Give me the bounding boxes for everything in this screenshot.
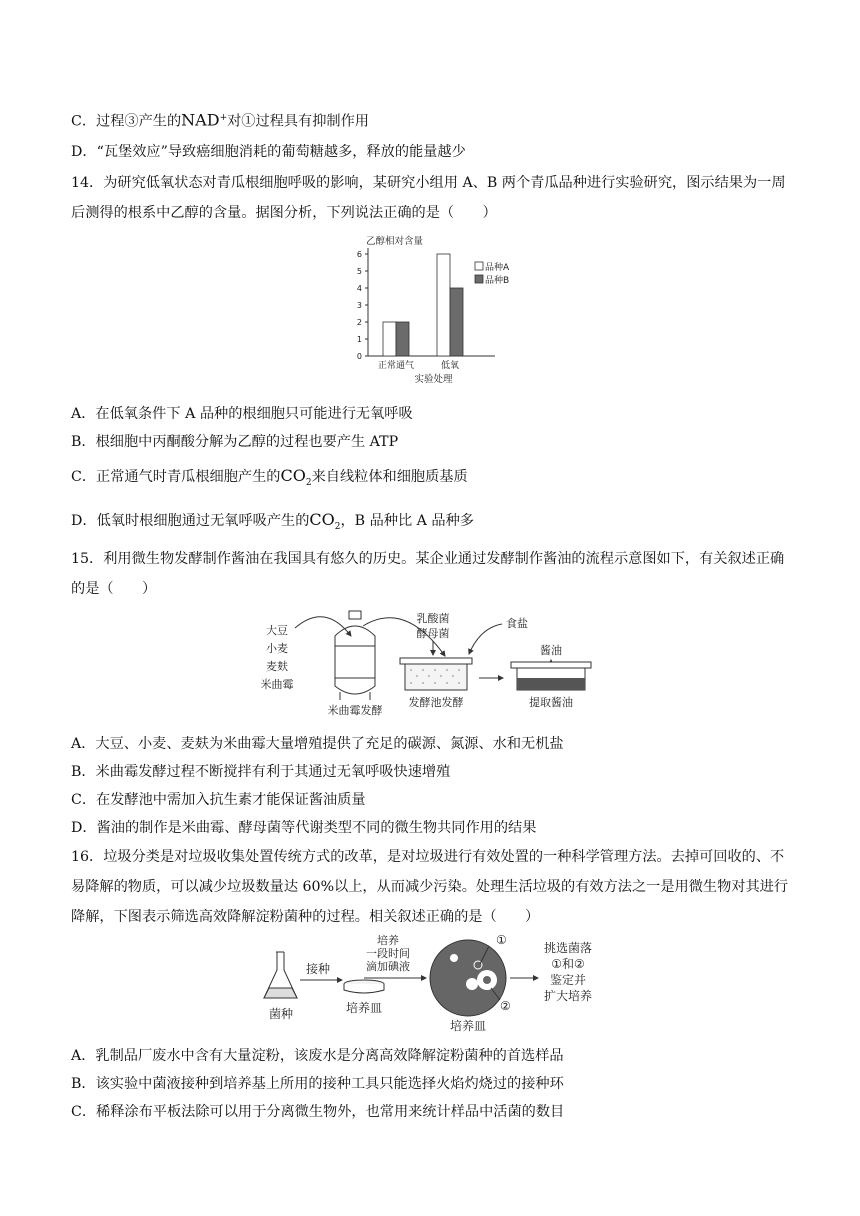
- x-tick-label: 低氧: [440, 361, 460, 371]
- q13-option-c: [71, 108, 369, 132]
- q14-option-c: [71, 466, 468, 493]
- q14-d-sub: 2: [334, 521, 341, 532]
- q13-c-text: C．过程③产生的: [71, 113, 182, 130]
- x-axis-label: 实验处理: [414, 374, 453, 385]
- y-tick-label: 2: [356, 318, 362, 327]
- legend-swatch-0: [475, 262, 483, 270]
- y-tick-label: 6: [356, 250, 362, 259]
- q16-result-line3: 鉴定并: [549, 973, 587, 987]
- y-tick-label: 1: [356, 335, 362, 344]
- q15-option-a: A．大豆、小麦、麦麸为米曲霉大量增殖提供了充足的碳源、氮源、水和无机盐: [71, 736, 564, 752]
- q16-option-a: A．乳制品厂废水中含有大量淀粉，该废水是分离高效降解淀粉菌种的首选样品: [71, 1048, 564, 1064]
- q14-bar-chart: [340, 234, 510, 394]
- flask-icon: [264, 952, 297, 998]
- q13-c-text2: 对①过程具有抑制作用: [227, 113, 369, 130]
- legend-label-0: 品种A: [485, 263, 510, 273]
- q15-lactobacillus: 乳酸菌: [416, 612, 450, 625]
- q15-stem: 15．利用微生物发酵制作酱油在我国具有悠久的历史。某企业通过发酵制作酱油的流程示意图如下，有关叙述正确的是（ ）: [71, 551, 785, 597]
- q13-c-nad: NAD: [181, 110, 220, 130]
- q16-culture-line1: 培养: [377, 934, 399, 947]
- q16-screening-diagram: [256, 930, 616, 1034]
- y-tick-label: 3: [356, 301, 362, 310]
- q15-input-bran: 麦麸: [266, 660, 288, 673]
- y-axis-label: 乙醇相对含量: [366, 236, 424, 247]
- q14-c-text2: 来自线粒体和细胞质基质: [311, 469, 468, 485]
- q14-d-text: D．低氧时根细胞通过无氧呼吸产生的: [71, 513, 310, 529]
- bar-b-1: [450, 288, 463, 356]
- q15-step1-label: 米曲霉发酵: [327, 704, 383, 717]
- q16-colony1-label: ①: [496, 933, 507, 947]
- q16-strain-label: 菌种: [268, 1007, 294, 1021]
- q14-c-co2: CO: [280, 466, 306, 485]
- q14-c-sub: 2: [305, 477, 312, 488]
- q16-inoculate-label: 接种: [306, 962, 331, 976]
- q14-option-d: [71, 510, 474, 537]
- q16-result-line4: 扩大培养: [543, 989, 593, 1003]
- q15-option-c: C．在发酵池中需加入抗生素才能保证酱油质量: [71, 792, 366, 808]
- q16-plate-label: 培养皿: [449, 1019, 487, 1033]
- y-tick-label: 4: [356, 284, 362, 293]
- q15-yeast: 酵母菌: [416, 627, 450, 640]
- legend-swatch-1: [475, 275, 483, 283]
- petri-dish-icon: [344, 980, 384, 993]
- bar-a-0: [383, 322, 396, 356]
- y-tick-label: 0: [356, 352, 362, 361]
- q16-dish-label: 培养皿: [345, 1001, 383, 1015]
- x-tick-label: 正常通气: [377, 361, 415, 371]
- q16-stem: 16．垃圾分类是对垃圾收集处置传统方式的改革，是对垃圾进行有效处置的一种科学管理方法。去掉可回收的、不易降解的物质，可以减少垃圾数量达 60%以上，从而减少污染。处理生活垃圾的有效方法之一是用微生物对其进行降解，下图表示筛选高效降解淀粉菌种的过程。相关叙述正确的是（ ）: [71, 849, 789, 925]
- q15-step3-label: 提取酱油: [529, 696, 573, 709]
- fermentation-pool-icon: [400, 658, 472, 690]
- q16-option-c: C．稀释涂布平板法除可以用于分离微生物外，也常用来统计样品中活菌的数目: [71, 1104, 565, 1120]
- y-tick-label: 5: [356, 267, 362, 276]
- q15-step2-label: 发酵池发酵: [408, 696, 464, 709]
- q14-c-text: C．正常通气时青瓜根细胞产生的: [71, 469, 281, 485]
- q13-c-sup: +: [219, 113, 228, 123]
- q15-input-soy: 大豆: [266, 624, 288, 637]
- q14-d-co2: CO: [309, 510, 335, 529]
- q16-culture-line2: 一段时间: [366, 947, 410, 960]
- q14-option-b: B．根细胞中丙酮酸分解为乙醇的过程也要产生 ATP: [71, 434, 399, 450]
- bar-b-0: [396, 322, 409, 356]
- extraction-vessel-icon: [511, 662, 591, 690]
- q15-flow-diagram: [255, 606, 605, 718]
- bar-a-1: [437, 254, 450, 356]
- q15-input-koji: 米曲霉: [260, 678, 294, 691]
- q16-colony2-label: ②: [500, 999, 511, 1013]
- q15-option-d: D．酱油的制作是米曲霉、酵母菌等代谢类型不同的微生物共同作用的结果: [71, 820, 537, 836]
- q15-product: 酱油: [540, 644, 562, 657]
- q16-culture-line3: 滴加碘液: [366, 960, 410, 973]
- fermenter-tank-icon: [335, 611, 375, 700]
- legend-label-1: 品种B: [485, 276, 510, 286]
- q16-result-line1: 挑选菌落: [543, 941, 593, 955]
- q14-d-text2: ，B 品种比 A 品种多: [340, 513, 474, 529]
- q15-input-wheat: 小麦: [266, 642, 288, 655]
- q16-result-line2: ①和②: [551, 957, 585, 971]
- q14-stem: 14．为研究低氧状态对青瓜根细胞呼吸的影响，某研究小组用 A、B 两个青瓜品种进行实验研究，图示结果为一周后测得的根系中乙醇的含量。据图分析，下列说法正确的是（ ）: [71, 175, 786, 221]
- culture-plate-icon: [430, 940, 506, 1016]
- q15-option-b: B．米曲霉发酵过程不断搅拌有利于其通过无氧呼吸快速增殖: [71, 764, 451, 780]
- q14-option-a: A．在低氧条件下 A 品种的根细胞只可能进行无氧呼吸: [71, 406, 413, 422]
- q13-option-d: D．“瓦堡效应”导致癌细胞消耗的葡萄糖越多，释放的能量越少: [71, 144, 466, 160]
- q16-option-b: B．该实验中菌液接种到培养基上所用的接种工具只能选择火焰灼烧过的接种环: [71, 1076, 564, 1092]
- q15-salt: 食盐: [506, 617, 528, 630]
